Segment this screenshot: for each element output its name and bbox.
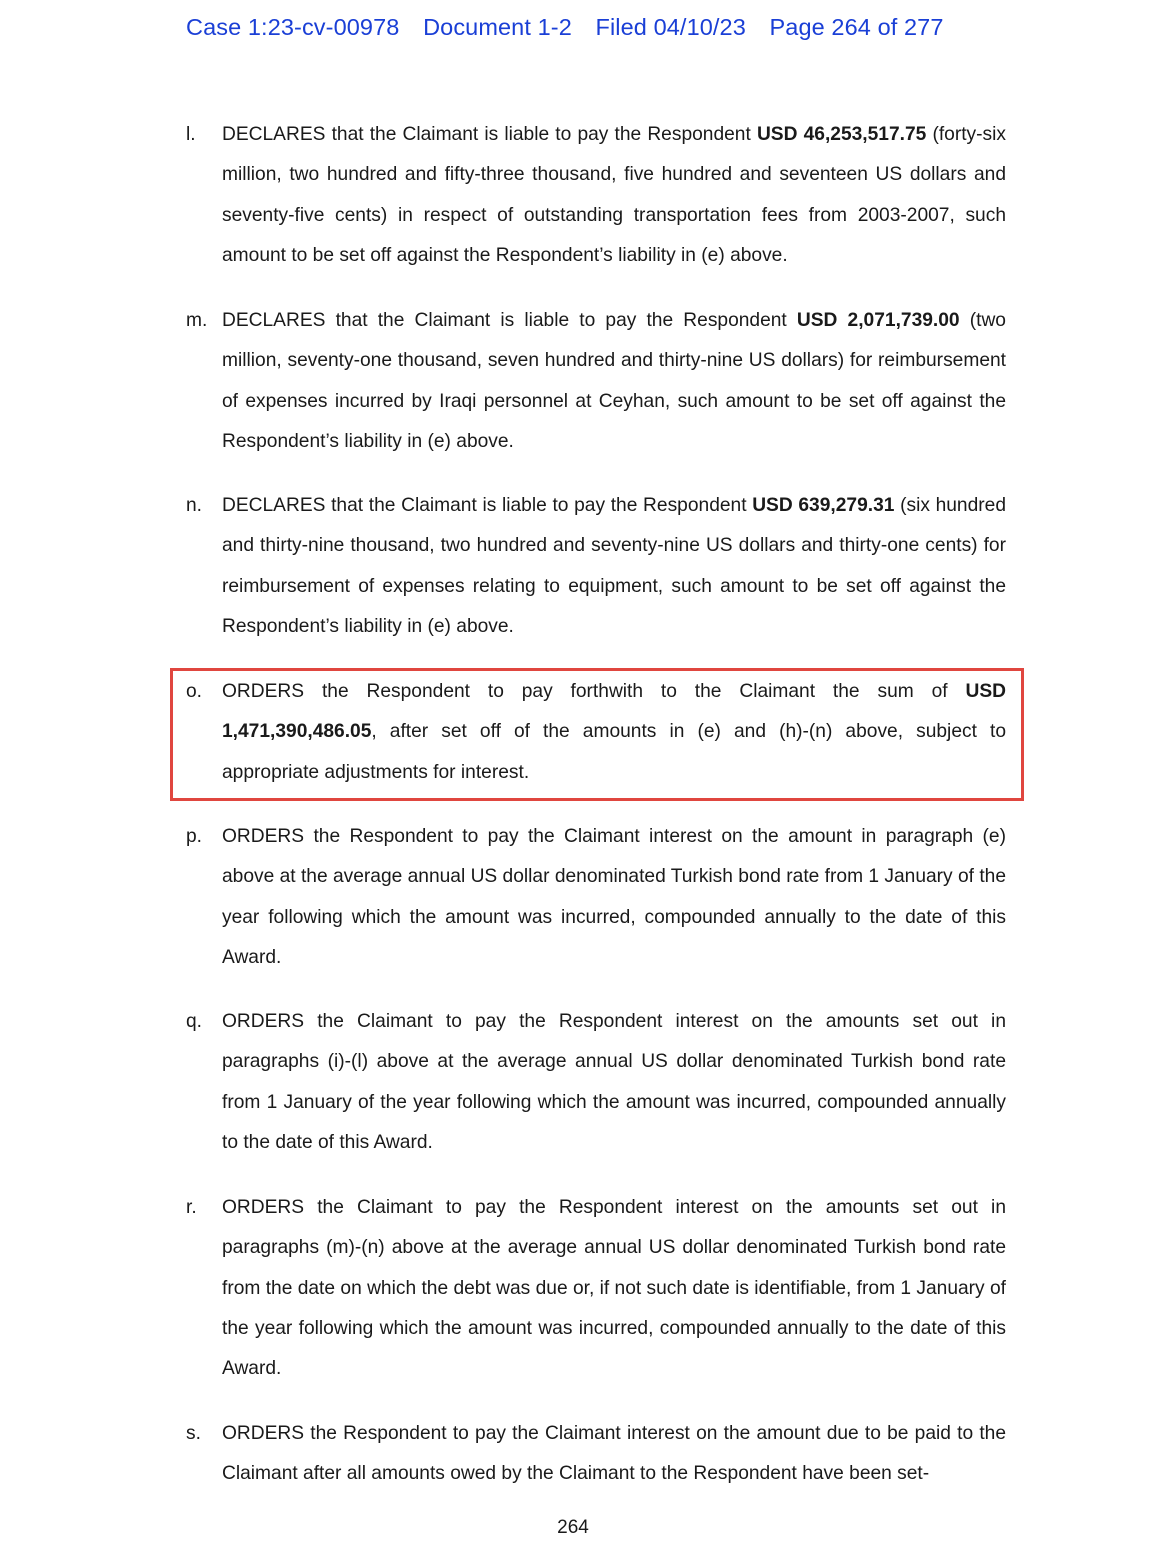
case-header — [186, 14, 961, 41]
paragraph-text: DECLARES that the Claimant is liable to pay the Respondent USD 46,253,517.75 (forty-six million, two hundred and fifty-three thousand, five hundred and seventeen US dollars and seventy-five cents) in respect of outstanding transportation fees from 2003-2007, such amount to be set off against the Respondent’s liability in (e) above. — [222, 124, 1006, 266]
paragraph-text: ORDERS the Claimant to pay the Respondent interest on the amounts set out in paragraphs (m)-(n) above at the average annual US dollar denominated Turkish bond rate from the date on which the debt was due or, if not such date is identifiable, from 1 January of the year following which the amount was incurred, compounded annually to the date of this Award. — [222, 1197, 1006, 1380]
paragraph-p — [186, 817, 1006, 978]
paragraph-l — [186, 115, 1006, 276]
paragraph-letter: r. — [186, 1197, 197, 1218]
paragraph-text: ORDERS the Respondent to pay forthwith to the Claimant the sum of USD 1,471,390,486.05, after set off of the amounts in (e) and (h)-(n) above, subject to appropriate adjustments for interest. — [222, 681, 1006, 783]
paragraph-text: ORDERS the Claimant to pay the Respondent interest on the amounts set out in paragraphs (i)-(l) above at the average annual US dollar denominated Turkish bond rate from 1 January of the year following which the amount was incurred, compounded annually to the date of this Award. — [222, 1011, 1006, 1153]
paragraph-text: ORDERS the Respondent to pay the Claimant interest on the amount due to be paid to the Claimant after all amounts owed by the Claimant to the Respondent have been set- — [222, 1423, 1006, 1485]
paragraph-letter: m. — [186, 310, 208, 331]
paragraph-o — [186, 672, 1006, 793]
page-number: 264 — [557, 1517, 589, 1538]
paragraph-letter: s. — [186, 1423, 201, 1444]
amount-bold: USD 1,471,390,486.05 — [222, 681, 1006, 743]
paragraph-n — [186, 486, 1006, 647]
paragraph-letter: n. — [186, 495, 203, 516]
paragraph-letter: o. — [186, 681, 203, 702]
paragraph-letter: q. — [186, 1011, 203, 1032]
case-number: Case 1:23-cv-00978 — [186, 14, 400, 40]
paragraph-letter: p. — [186, 826, 203, 847]
amount-bold: USD 46,253,517.75 — [756, 124, 927, 145]
document-number: Document 1-2 — [423, 14, 572, 40]
paragraph-text: DECLARES that the Claimant is liable to pay the Respondent USD 2,071,739.00 (two million, seventy-one thousand, seven hundred and thirty-nine US dollars) for reimbursement of expenses incurred by Iraqi personnel at Ceyhan, such amount to be set off against the Respondent’s liability in (e) above. — [222, 310, 1006, 452]
paragraph-q — [186, 1002, 1006, 1163]
page-of-total: Page 264 of 277 — [769, 14, 944, 40]
filed-date: Filed 04/10/23 — [595, 14, 746, 40]
amount-bold: USD 2,071,739.00 — [796, 310, 960, 331]
paragraph-s — [186, 1414, 1006, 1495]
paragraph-text: ORDERS the Respondent to pay the Claimant interest on the amount in paragraph (e) above at the average annual US dollar denominated Turkish bond rate from 1 January of the year following which the amount was incurred, compounded annually to the date of this Award. — [222, 826, 1006, 968]
paragraph-r — [186, 1188, 1006, 1389]
paragraph-text: DECLARES that the Claimant is liable to pay the Respondent USD 639,279.31 (six hundred and thirty-nine thousand, two hundred and seventy-nine US dollars and thirty-one cents) for reimbursement of expenses relating to equipment, such amount to be set off against the Respondent’s liability in (e) above. — [222, 495, 1007, 637]
amount-bold: USD 639,279.31 — [752, 495, 895, 516]
paragraph-letter: l. — [186, 124, 196, 145]
paragraph-m — [186, 301, 1006, 462]
